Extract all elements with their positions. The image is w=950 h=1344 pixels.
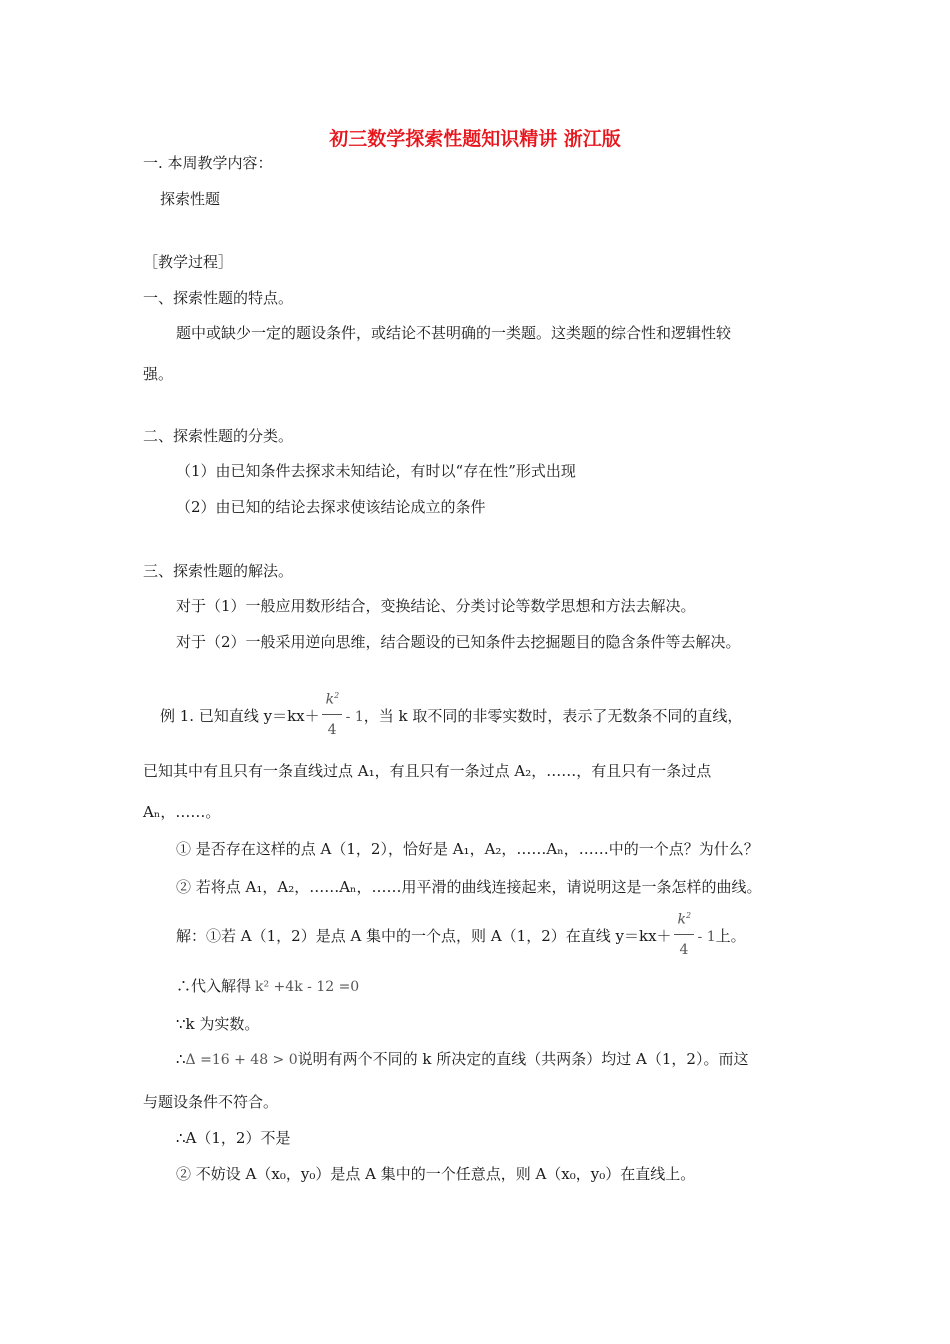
process-heading: ［教学过程］ [143,253,234,271]
fraction-exponent: 2 [334,691,340,700]
example-1-line-3: Aₙ，……。 [143,803,221,821]
k-real-statement: ∵k 为实数。 [176,1015,260,1033]
solution-fraction-k2-over-4 [674,911,696,958]
section-2-heading: 二、探索性题的分类。 [143,427,294,445]
discriminant-line [176,1049,748,1070]
week-topic: 探索性题 [160,190,221,208]
section-3-item-2: 对于（2）一般采用逆向思维，结合题设的已知条件去挖掘题目的隐含条件等去解决。 [176,633,741,651]
section-1-text: 题中或缺少一定的题设条件，或结论不甚明确的一类题。这类题的综合性和逻辑性较 [176,324,732,342]
section-3-heading: 三、探索性题的解法。 [143,562,294,580]
quadratic-equation: k² +4k - 12 =0 [255,979,360,995]
example-1-line-2: 已知其中有且只有一条直线过点 A₁，有且只有一条过点 A₂，……，有且只有一条过点 [143,762,712,780]
section-2-item-1: （1）由已知条件去探求未知结论，有时以“存在性”形式出现 [176,462,576,480]
solution-prefix: 解：①若 A（1，2）是点 A 集中的一个点，则 A（1，2）在直线 y＝kx＋ [176,927,672,945]
section-1-text-cont: 强。 [143,365,174,383]
fraction-denominator: 4 [327,722,337,738]
question-2: ② 若将点 A₁，A₂，……Aₙ，……用平滑的曲线连接起来，请说明这是一条怎样的曲线。 [176,878,762,896]
discriminant-expression: Δ =16 + 48 > 0 [185,1052,298,1068]
solution-fraction-denominator: 4 [679,942,689,958]
substitution-line [176,976,359,997]
question-1: ① 是否存在这样的点 A（1，2），恰好是 A₁，A₂，……Aₙ，……中的一个点？为什么？ [176,840,759,858]
discriminant-explanation: 说明有两个不同的 k 所决定的直线（共两条）均过 A（1，2）。而这 [297,1050,749,1068]
example-1-prefix: 例 1. 已知直线 y＝kx＋ [160,707,320,725]
fraction-numerator: k [325,691,335,708]
section-3-item-1: 对于（1）一般应用数形结合，变换结论、分类讨论等数学思想和方法去解决。 [176,597,696,615]
fraction-k2-over-4 [322,691,344,738]
document-title: 初三数学探索性题知识精讲 浙江版 [329,128,621,150]
solution-suffix: 上。 [715,927,746,945]
conclusion-line: ∴A（1，2）不是 [176,1129,291,1147]
solution-minus-one: - 1 [697,929,716,945]
section-1-heading: 一、探索性题的特点。 [143,289,294,307]
substitution-prefix: ∴代入解得 [176,977,252,995]
week-content-heading: 一. 本周教学内容： [143,154,273,172]
solution-fraction-numerator: k [677,911,687,928]
example-1-minus-one: - 1 [345,709,364,725]
example-1-statement [160,691,743,738]
solution-part-1 [176,911,746,958]
section-2-item-2: （2）由已知的结论去探求使该结论成立的条件 [176,498,486,516]
therefore-symbol: ∴ [176,1050,186,1068]
solution-part-2: ② 不妨设 A（x₀，y₀）是点 A 集中的一个任意点，则 A（x₀，y₀）在直线上。 [176,1165,696,1183]
discriminant-line-cont: 与题设条件不符合。 [143,1093,279,1111]
example-1-suffix: ，当 k 取不同的非零实数时，表示了无数条不同的直线， [363,707,743,725]
solution-fraction-exponent: 2 [686,911,692,920]
